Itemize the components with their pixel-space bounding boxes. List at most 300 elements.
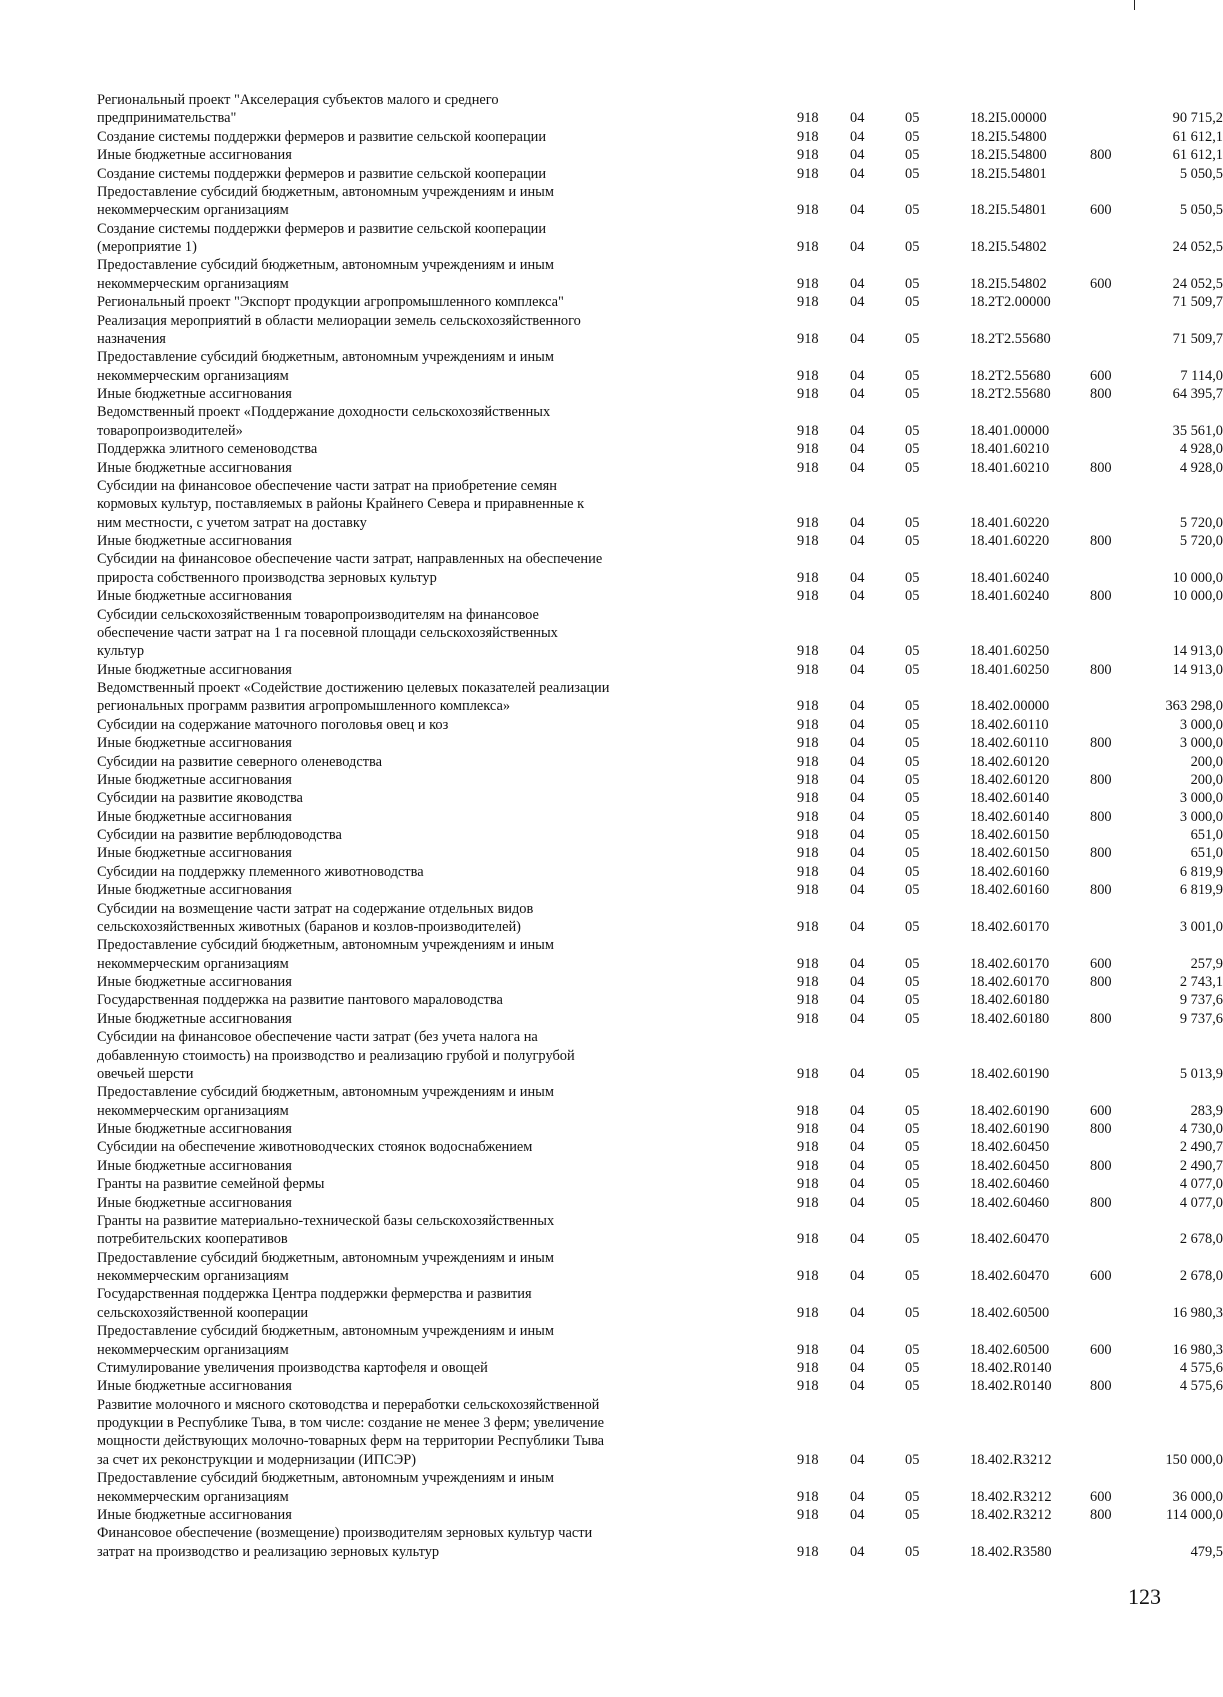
- grbs-code: 918: [797, 1231, 819, 1248]
- table-row: [97, 734, 1223, 752]
- target-article-code: 18.2I5.54802: [970, 275, 1047, 292]
- amount: 10 000,0: [1172, 569, 1223, 586]
- target-article-code: 18.402.R3212: [970, 1506, 1052, 1523]
- row-name: [97, 789, 677, 807]
- grbs-code: 918: [797, 128, 819, 145]
- row-name: [97, 936, 677, 973]
- subsection-code: 05: [905, 275, 920, 292]
- expense-type-code: 800: [1090, 808, 1112, 825]
- row-name: [97, 1157, 677, 1175]
- row-name: [97, 1396, 677, 1470]
- row-name-line: Иные бюджетные ассигнования: [97, 735, 292, 752]
- grbs-code: 918: [797, 110, 819, 127]
- grbs-code: 918: [797, 808, 819, 825]
- row-name: [97, 1506, 677, 1524]
- target-article-code: 18.402.60170: [970, 974, 1050, 990]
- grbs-code: 918: [797, 735, 819, 752]
- section-code: 04: [850, 827, 865, 843]
- target-article-code: 18.401.60240: [970, 569, 1050, 586]
- table-row: [97, 1396, 1223, 1470]
- amount: 90 715,2: [1172, 110, 1223, 127]
- section-code: 04: [850, 1341, 865, 1358]
- expense-type-code: 600: [1090, 1268, 1112, 1284]
- section-code: 04: [850, 422, 865, 439]
- table-row: [97, 587, 1223, 605]
- table-row: [97, 256, 1223, 293]
- section-code: 04: [850, 845, 865, 862]
- row-name: [97, 1028, 677, 1083]
- amount: 14 913,0: [1172, 661, 1223, 678]
- row-name-line: Предоставление субсидий бюджетным, автономным учреждениям и иным: [97, 1249, 554, 1266]
- row-name: [97, 1285, 677, 1322]
- amount: 5 013,9: [1179, 1065, 1223, 1082]
- row-name: [97, 1359, 677, 1377]
- grbs-code: 918: [797, 955, 819, 972]
- row-name-line: Иные бюджетные ассигнования: [97, 882, 292, 899]
- row-name-line: некоммерческим организациям: [97, 275, 289, 292]
- expense-type-code: 600: [1090, 275, 1112, 292]
- row-name-line: Государственная поддержка на развитие пантового мараловодства: [97, 992, 503, 1009]
- amount: 35 561,0: [1172, 422, 1223, 439]
- table-row: [97, 220, 1223, 257]
- subsection-code: 05: [905, 1268, 920, 1284]
- section-code: 04: [850, 367, 865, 384]
- row-name-line: Предоставление субсидий бюджетным, автономным учреждениям и иным: [97, 1470, 554, 1487]
- expense-type-code: 800: [1090, 771, 1112, 788]
- target-article-code: 18.402.60500: [970, 1341, 1050, 1358]
- amount: 4 077,0: [1179, 1194, 1223, 1211]
- section-code: 04: [850, 330, 865, 347]
- amount: 61 612,1: [1172, 147, 1223, 164]
- target-article-code: 18.402.60170: [970, 955, 1050, 972]
- expense-type-code: 800: [1090, 588, 1112, 605]
- row-name-line: Иные бюджетные ассигнования: [97, 808, 292, 825]
- row-name: [97, 385, 677, 403]
- subsection-code: 05: [905, 514, 920, 531]
- grbs-code: 918: [797, 588, 819, 605]
- row-name-line: Иные бюджетные ассигнования: [97, 845, 292, 862]
- row-name-line: Субсидии на обеспечение животноводческих стоянок водоснабжением: [97, 1139, 533, 1156]
- grbs-code: 918: [797, 1194, 819, 1211]
- amount: 5 050,5: [1179, 202, 1223, 219]
- amount: 5 050,5: [1179, 165, 1223, 182]
- amount: 114 000,0: [1165, 1506, 1223, 1523]
- subsection-code: 05: [905, 808, 920, 825]
- section-code: 04: [850, 239, 865, 255]
- row-name-line: культур: [97, 643, 145, 660]
- amount: 9 737,6: [1179, 1010, 1223, 1027]
- amount: 4 928,0: [1179, 459, 1223, 476]
- row-name-line: добавленную стоимость) на производство и реализацию грубой и полугрубой: [97, 1047, 575, 1064]
- table-row: [97, 183, 1223, 220]
- subsection-code: 05: [905, 735, 920, 752]
- amount: 24 052,5: [1172, 239, 1223, 255]
- amount: 10 000,0: [1172, 588, 1223, 605]
- subsection-code: 05: [905, 1102, 920, 1119]
- target-article-code: 18.2T2.00000: [970, 294, 1051, 311]
- row-name-line: предпринимательства": [97, 110, 237, 127]
- row-name-line: Иные бюджетные ассигнования: [97, 771, 292, 788]
- row-name-line: Субсидии на финансовое обеспечение части затрат на приобретение семян: [97, 477, 558, 494]
- row-name-line: Развитие молочного и мясного скотоводства и переработки сельскохозяйственной: [97, 1396, 600, 1413]
- section-code: 04: [850, 698, 865, 715]
- table-row: [97, 1249, 1223, 1286]
- table-row: [97, 716, 1223, 734]
- amount: 16 980,3: [1172, 1304, 1223, 1321]
- target-article-code: 18.402.60160: [970, 863, 1050, 880]
- grbs-code: 918: [797, 239, 819, 255]
- target-article-code: 18.402.R3212: [970, 1488, 1052, 1505]
- grbs-code: 918: [797, 771, 819, 788]
- table-row: [97, 1120, 1223, 1138]
- row-name-line: Иные бюджетные ассигнования: [97, 1010, 292, 1027]
- section-code: 04: [850, 1157, 865, 1174]
- grbs-code: 918: [797, 661, 819, 678]
- row-name-line: Иные бюджетные ассигнования: [97, 1194, 292, 1211]
- table-row: [97, 808, 1223, 826]
- target-article-code: 18.2T2.55680: [970, 386, 1051, 402]
- row-name-line: Субсидии на финансовое обеспечение части затрат, направленных на обеспечение: [97, 551, 603, 568]
- target-article-code: 18.402.60450: [970, 1157, 1050, 1174]
- table-row: [97, 293, 1223, 311]
- row-name-line: региональных программ развития агропромышленного комплекса»: [97, 698, 511, 715]
- target-article-code: 18.402.R3212: [970, 1451, 1052, 1468]
- target-article-code: 18.401.60210: [970, 459, 1050, 476]
- row-name-line: Субсидии на поддержку племенного животноводства: [97, 863, 424, 880]
- table-row: [97, 91, 1223, 128]
- table-row: [97, 1212, 1223, 1249]
- target-article-code: 18.401.60250: [970, 661, 1050, 678]
- expense-type-code: 600: [1090, 1102, 1112, 1119]
- row-name-line: сельскохозяйственной кооперации: [97, 1304, 309, 1321]
- table-row: [97, 1028, 1223, 1083]
- target-article-code: 18.402.R0140: [970, 1359, 1052, 1376]
- row-name-line: Субсидии сельскохозяйственным товаропроизводителям на финансовое: [97, 606, 539, 623]
- table-row: [97, 532, 1223, 550]
- row-name-line: Предоставление субсидий бюджетным, автономным учреждениям и иным: [97, 257, 554, 274]
- expense-type-code: 800: [1090, 1506, 1112, 1523]
- row-name-line: некоммерческим организациям: [97, 1341, 289, 1358]
- expense-type-code: 800: [1090, 1378, 1112, 1395]
- subsection-code: 05: [905, 147, 920, 164]
- section-code: 04: [850, 459, 865, 476]
- table-row: [97, 459, 1223, 477]
- grbs-code: 918: [797, 1451, 819, 1468]
- table-row: [97, 661, 1223, 679]
- row-name: [97, 91, 677, 128]
- grbs-code: 918: [797, 1378, 819, 1395]
- row-name-line: ним местности, с учетом затрат на доставку: [97, 514, 367, 531]
- row-name-line: назначения: [97, 330, 166, 347]
- amount: 5 720,0: [1179, 533, 1223, 549]
- amount: 2 490,7: [1179, 1157, 1223, 1174]
- table-row: [97, 1194, 1223, 1212]
- row-name: [97, 1194, 677, 1212]
- amount: 283,9: [1190, 1102, 1223, 1119]
- section-code: 04: [850, 1121, 865, 1137]
- row-name-line: Предоставление субсидий бюджетным, автономным учреждениям и иным: [97, 183, 554, 200]
- row-name: [97, 606, 677, 661]
- table-row: [97, 312, 1223, 349]
- row-name: [97, 734, 677, 752]
- grbs-code: 918: [797, 459, 819, 476]
- amount: 2 490,7: [1179, 1139, 1223, 1156]
- amount: 71 509,7: [1172, 330, 1223, 347]
- table-row: [97, 753, 1223, 771]
- subsection-code: 05: [905, 1506, 920, 1523]
- grbs-code: 918: [797, 1268, 819, 1284]
- row-name: [97, 532, 677, 550]
- subsection-code: 05: [905, 588, 920, 605]
- row-name: [97, 459, 677, 477]
- table-row: [97, 991, 1223, 1009]
- amount: 5 720,0: [1179, 514, 1223, 531]
- target-article-code: 18.401.60210: [970, 441, 1050, 458]
- section-code: 04: [850, 974, 865, 990]
- amount: 2 678,0: [1179, 1268, 1223, 1284]
- target-article-code: 18.402.60470: [970, 1231, 1050, 1248]
- row-name-line: затрат на производство и реализацию зерновых культур: [97, 1543, 440, 1560]
- amount: 3 000,0: [1179, 808, 1223, 825]
- expense-type-code: 800: [1090, 1194, 1112, 1211]
- table-row: [97, 1083, 1223, 1120]
- amount: 9 737,6: [1179, 992, 1223, 1009]
- section-code: 04: [850, 882, 865, 899]
- section-code: 04: [850, 1378, 865, 1395]
- subsection-code: 05: [905, 1231, 920, 1248]
- grbs-code: 918: [797, 202, 819, 219]
- subsection-code: 05: [905, 330, 920, 347]
- section-code: 04: [850, 753, 865, 770]
- row-name-line: некоммерческим организациям: [97, 1488, 289, 1505]
- subsection-code: 05: [905, 643, 920, 660]
- row-name: [97, 1377, 677, 1395]
- subsection-code: 05: [905, 202, 920, 219]
- amount: 4 928,0: [1179, 441, 1223, 458]
- row-name-line: Иные бюджетные ассигнования: [97, 147, 292, 164]
- section-code: 04: [850, 955, 865, 972]
- row-name-line: некоммерческим организациям: [97, 367, 289, 384]
- subsection-code: 05: [905, 1304, 920, 1321]
- section-code: 04: [850, 569, 865, 586]
- grbs-code: 918: [797, 1010, 819, 1027]
- section-code: 04: [850, 1139, 865, 1156]
- grbs-code: 918: [797, 1176, 819, 1193]
- target-article-code: 18.2I5.54800: [970, 147, 1047, 164]
- amount: 2 743,1: [1179, 974, 1223, 990]
- table-row: [97, 403, 1223, 440]
- table-row: [97, 679, 1223, 716]
- expense-type-code: 600: [1090, 1488, 1112, 1505]
- table-row: [97, 1469, 1223, 1506]
- grbs-code: 918: [797, 165, 819, 182]
- section-code: 04: [850, 716, 865, 733]
- row-name-line: Иные бюджетные ассигнования: [97, 533, 292, 549]
- table-row: [97, 146, 1223, 164]
- section-code: 04: [850, 386, 865, 402]
- table-row: [97, 1157, 1223, 1175]
- section-code: 04: [850, 992, 865, 1009]
- table-row: [97, 1010, 1223, 1028]
- section-code: 04: [850, 1010, 865, 1027]
- section-code: 04: [850, 1488, 865, 1505]
- row-name-line: Иные бюджетные ассигнования: [97, 661, 292, 678]
- subsection-code: 05: [905, 1543, 920, 1560]
- subsection-code: 05: [905, 1359, 920, 1376]
- row-name: [97, 440, 677, 458]
- row-name-line: Ведомственный проект «Поддержание доходности сельскохозяйственных: [97, 404, 551, 421]
- grbs-code: 918: [797, 643, 819, 660]
- section-code: 04: [850, 275, 865, 292]
- amount: 200,0: [1190, 753, 1223, 770]
- target-article-code: 18.2T2.55680: [970, 367, 1051, 384]
- row-name-line: Субсидии на финансовое обеспечение части затрат (без учета налога на: [97, 1029, 538, 1046]
- section-code: 04: [850, 1506, 865, 1523]
- row-name: [97, 348, 677, 385]
- row-name: [97, 863, 677, 881]
- section-code: 04: [850, 1543, 865, 1560]
- section-code: 04: [850, 165, 865, 182]
- grbs-code: 918: [797, 790, 819, 807]
- table-row: [97, 477, 1223, 532]
- table-row: [97, 606, 1223, 661]
- subsection-code: 05: [905, 790, 920, 807]
- subsection-code: 05: [905, 863, 920, 880]
- target-article-code: 18.401.00000: [970, 422, 1050, 439]
- row-name-line: Иные бюджетные ассигнования: [97, 1157, 292, 1174]
- amount: 64 395,7: [1172, 386, 1223, 402]
- subsection-code: 05: [905, 1139, 920, 1156]
- target-article-code: 18.402.60110: [970, 716, 1049, 733]
- row-name: [97, 550, 677, 587]
- grbs-code: 918: [797, 863, 819, 880]
- row-name: [97, 1010, 677, 1028]
- target-article-code: 18.402.60170: [970, 918, 1050, 935]
- amount: 257,9: [1190, 955, 1223, 972]
- row-name-line: Иные бюджетные ассигнования: [97, 1506, 292, 1523]
- page-number: 123: [1128, 1584, 1161, 1609]
- subsection-code: 05: [905, 1121, 920, 1137]
- row-name-line: Реализация мероприятий в области мелиорации земель сельскохозяйственного: [97, 312, 581, 329]
- budget-table: [97, 91, 1223, 1561]
- table-row: [97, 550, 1223, 587]
- amount: 651,0: [1190, 845, 1223, 862]
- table-row: [97, 771, 1223, 789]
- subsection-code: 05: [905, 294, 920, 311]
- section-code: 04: [850, 1102, 865, 1119]
- row-name: [97, 844, 677, 862]
- expense-type-code: 800: [1090, 974, 1112, 990]
- row-name: [97, 679, 677, 716]
- grbs-code: 918: [797, 1543, 819, 1560]
- section-code: 04: [850, 863, 865, 880]
- target-article-code: 18.402.R3580: [970, 1543, 1052, 1560]
- target-article-code: 18.402.R0140: [970, 1378, 1052, 1395]
- target-article-code: 18.402.60110: [970, 735, 1049, 752]
- row-name-line: Создание системы поддержки фермеров и развитие сельской кооперации: [97, 165, 547, 182]
- table-row: [97, 1322, 1223, 1359]
- section-code: 04: [850, 808, 865, 825]
- row-name: [97, 973, 677, 991]
- grbs-code: 918: [797, 294, 819, 311]
- table-row: [97, 1138, 1223, 1156]
- row-name-line: Иные бюджетные ассигнования: [97, 386, 292, 402]
- expense-type-code: 800: [1090, 386, 1112, 402]
- target-article-code: 18.2I5.54800: [970, 128, 1047, 145]
- amount: 363 298,0: [1165, 698, 1223, 715]
- section-code: 04: [850, 661, 865, 678]
- row-name-line: Иные бюджетные ассигнования: [97, 588, 292, 605]
- section-code: 04: [850, 1359, 865, 1376]
- subsection-code: 05: [905, 1378, 920, 1395]
- row-name: [97, 293, 677, 311]
- grbs-code: 918: [797, 1139, 819, 1156]
- target-article-code: 18.402.60460: [970, 1194, 1050, 1211]
- section-code: 04: [850, 1304, 865, 1321]
- grbs-code: 918: [797, 845, 819, 862]
- amount: 3 000,0: [1179, 716, 1223, 733]
- amount: 4 077,0: [1179, 1176, 1223, 1193]
- row-name: [97, 1175, 677, 1193]
- grbs-code: 918: [797, 918, 819, 935]
- grbs-code: 918: [797, 330, 819, 347]
- target-article-code: 18.402.60500: [970, 1304, 1050, 1321]
- table-row: [97, 165, 1223, 183]
- table-row: [97, 1377, 1223, 1395]
- row-name-line: (мероприятие 1): [97, 239, 197, 255]
- target-article-code: 18.402.60120: [970, 753, 1050, 770]
- table-row: [97, 1285, 1223, 1322]
- section-code: 04: [850, 588, 865, 605]
- subsection-code: 05: [905, 698, 920, 715]
- amount: 14 913,0: [1172, 643, 1223, 660]
- row-name-line: Предоставление субсидий бюджетным, автономным учреждениям и иным: [97, 937, 554, 954]
- row-name: [97, 991, 677, 1009]
- grbs-code: 918: [797, 1359, 819, 1376]
- expense-type-code: 800: [1090, 459, 1112, 476]
- target-article-code: 18.402.60470: [970, 1268, 1050, 1284]
- row-name: [97, 771, 677, 789]
- table-row: [97, 789, 1223, 807]
- expense-type-code: 600: [1090, 367, 1112, 384]
- row-name: [97, 1524, 677, 1561]
- row-name: [97, 661, 677, 679]
- amount: 4 730,0: [1179, 1121, 1223, 1137]
- row-name: [97, 128, 677, 146]
- target-article-code: 18.402.60180: [970, 1010, 1050, 1027]
- subsection-code: 05: [905, 974, 920, 990]
- section-code: 04: [850, 1451, 865, 1468]
- table-row: [97, 1506, 1223, 1524]
- section-code: 04: [850, 918, 865, 935]
- subsection-code: 05: [905, 845, 920, 862]
- table-row: [97, 973, 1223, 991]
- grbs-code: 918: [797, 1488, 819, 1505]
- target-article-code: 18.401.60220: [970, 514, 1050, 531]
- row-name: [97, 1212, 677, 1249]
- grbs-code: 918: [797, 1341, 819, 1358]
- subsection-code: 05: [905, 992, 920, 1009]
- amount: 6 819,9: [1179, 863, 1223, 880]
- amount: 71 509,7: [1172, 294, 1223, 311]
- section-code: 04: [850, 441, 865, 458]
- grbs-code: 918: [797, 1157, 819, 1174]
- row-name-line: Государственная поддержка Центра поддержки фермерства и развития: [97, 1286, 532, 1303]
- table-row: [97, 936, 1223, 973]
- amount: 200,0: [1190, 771, 1223, 788]
- target-article-code: 18.2I5.54802: [970, 239, 1047, 255]
- grbs-code: 918: [797, 882, 819, 899]
